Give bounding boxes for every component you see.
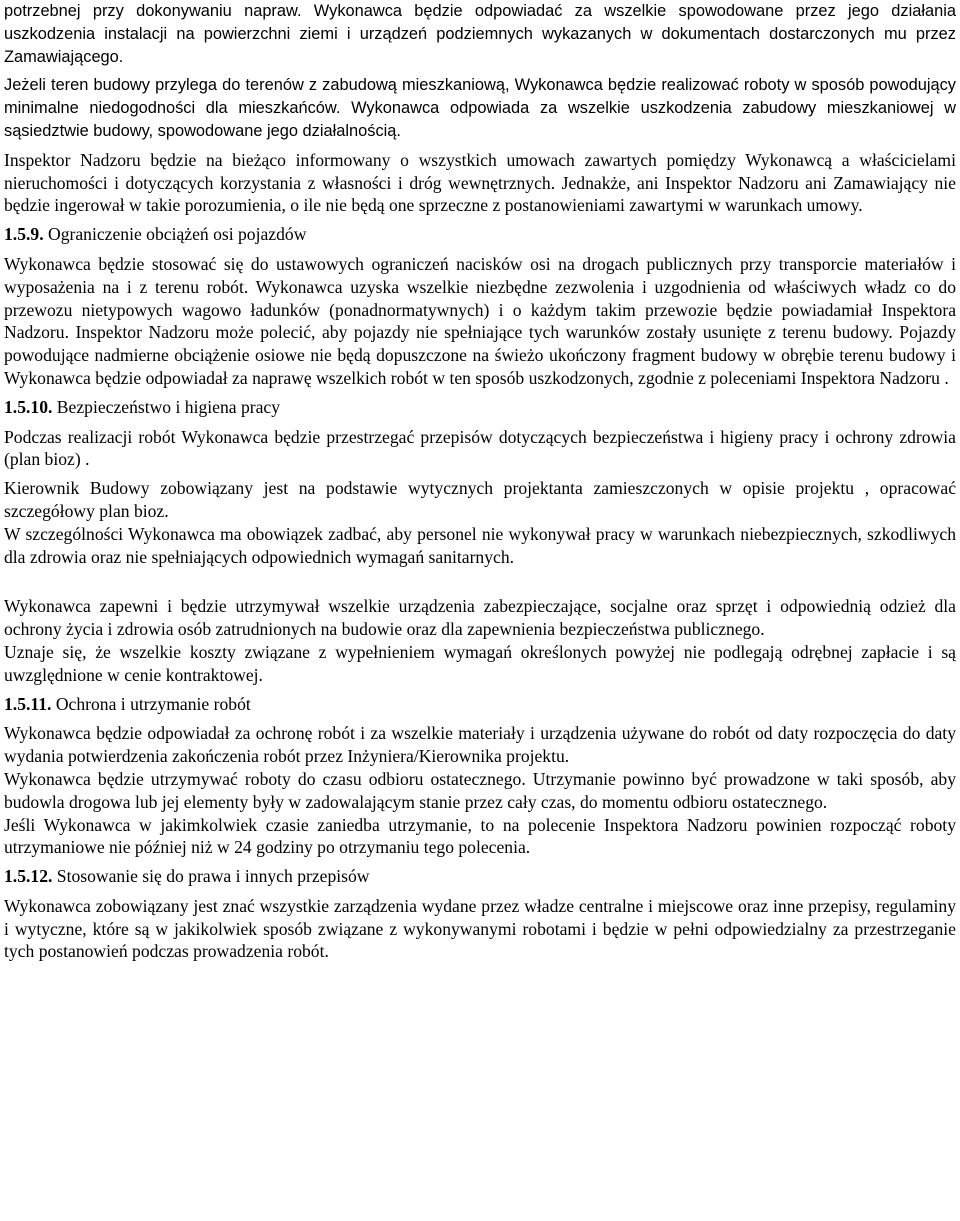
paragraph-works-protection: Wykonawca będzie odpowiadał za ochronę robót i za wszelkie materiały i urządzenia używane do robót od daty rozpoczęcia do daty wydania potwierdzenia zakończenia robót przez Inżyniera/Kierownika projektu. (4, 723, 956, 767)
paragraph-maintenance-neglect: Jeśli Wykonawca w jakimkolwiek czasie zaniedba utrzymanie, to na polecenie Inspektora Nadzoru powinien rozpocząć roboty utrzymaniowe nie później niż w 24 godziny po otrzymaniu tego polecenia. (4, 814, 956, 858)
paragraph-safety-regulations: Podczas realizacji robót Wykonawca będzie przestrzegać przepisów dotyczących bezpieczeństwa i higieny pracy i ochrony zdrowia (plan bioz) . (4, 426, 956, 470)
paragraph-bioz-plan: Kierownik Budowy zobowiązany jest na podstawie wytycznych projektanta zamieszczonych w opisie projektu , opracować szczegółowy plan bioz. (4, 478, 956, 521)
section-title: Stosowanie się do prawa i innych przepisów (52, 866, 370, 887)
paragraph-costs-included: Uznaje się, że wszelkie koszty związane z wypełnieniem wymagań określonych powyżej nie podlegają odrębnej zapłacie i są uwzględnione w cenie kontraktowej. (4, 641, 956, 685)
section-number: 1.5.9. (4, 224, 44, 245)
section-heading-1-5-9 (4, 223, 956, 246)
paragraph-law-compliance: Wykonawca zobowiązany jest znać wszystkie zarządzenia wydane przez władze centralne i miejscowe oraz inne przepisy, regulaminy i wytyczne, które są w jakikolwiek sposób związane z wykonywanymi robotami i będzie w pełni odpowiedzialny za przestrzeganie tych postanowień podczas prowadzenia robót. (4, 895, 956, 962)
section-title: Ograniczenie obciążeń osi pojazdów (43, 224, 307, 245)
paragraph-residential-area: Jeżeli teren budowy przylega do terenów z zabudową mieszkaniową, Wykonawca będzie realizować roboty w sposób powodujący minimalne niedogodności dla mieszkańców. Wykonawca odpowiada za wszelkie uszkodzenia zabudowy mieszkaniowej w sąsiedztwie budowy, spowodowane jego działalnością. (4, 76, 956, 140)
section-number: 1.5.10. (4, 396, 53, 417)
paragraph-axle-load-limits: Wykonawca będzie stosować się do ustawowych ograniczeń nacisków osi na drogach publicznych przy transporcie materiałów i wyposażenia na i z terenu robót. Wykonawca uzyska wszelkie niezbędne zezwolenia i uzgodnienia od właściwych władz co do przewozu nietypowych wagowo ładunków (ponadnormatywnych) i o każdym takim przewozie będzie powiadamiał Inspektora Nadzoru. Inspektor Nadzoru może polecić, aby pojazdy nie spełniające tych warunków zostały usunięte z terenu budowy. Pojazdy powodujące nadmierne obciążenie osiowe nie będą dopuszczone na świeżo ukończony fragment budowy w obrębie terenu budowy i Wykonawca będzie odpowiadał za naprawę wszelkich robót w ten sposób uszkodzonych, zgodnie z poleceniami Inspektora Nadzoru . (4, 253, 956, 388)
section-heading-1-5-10 (4, 396, 956, 419)
paragraph-repair-liability: potrzebnej przy dokonywaniu napraw. Wykonawca będzie odpowiadać za wszelkie spowodowane przez jego działania uszkodzenia instalacji na powierzchni ziemi i urządzeń podziemnych wykazanych w dokumentach dostarczonych mu przez Zamawiającego. (4, 2, 956, 66)
paragraph-working-conditions: W szczególności Wykonawca ma obowiązek zadbać, aby personel nie wykonywał pracy w warunkach niebezpiecznych, szkodliwych dla zdrowia oraz nie spełniających odpowiednich wymagań sanitarnych. (4, 523, 956, 567)
paragraph-protective-equipment: Wykonawca zapewni i będzie utrzymywał wszelkie urządzenia zabezpieczające, socjalne oraz sprzęt i odpowiednią odzież dla ochrony życia i zdrowia osób zatrudnionych na budowie oraz dla zapewnienia bezpieczeństwa publicznego. (4, 596, 956, 640)
section-title: Ochrona i utrzymanie robót (51, 693, 251, 714)
section-heading-1-5-11 (4, 693, 956, 716)
section-number: 1.5.11. (4, 693, 52, 714)
section-heading-1-5-12 (4, 865, 956, 888)
paragraph-maintenance: Wykonawca będzie utrzymywać roboty do czasu odbioru ostatecznego. Utrzymanie powinno być prowadzone w taki sposób, aby budowla drogowa lub jej elementy były w zadowalającym stanie przez cały czas, do momentu odbioru ostatecznego. (4, 768, 956, 812)
section-title: Bezpieczeństwo i higiena pracy (52, 396, 281, 417)
document-page (4, 0, 956, 963)
section-number: 1.5.12. (4, 866, 53, 887)
paragraph-inspector-agreements: Inspektor Nadzoru będzie na bieżąco informowany o wszystkich umowach zawartych pomiędzy Wykonawcą a właścicielami nieruchomości i dotyczących korzystania z własności i dróg wewnętrznych. Jednakże, ani Inspektor Nadzoru ani Zamawiający nie będzie ingerował w takie porozumienia, o ile nie będą one sprzeczne z postanowieniami zawartymi w warunkach umowy. (4, 149, 956, 216)
